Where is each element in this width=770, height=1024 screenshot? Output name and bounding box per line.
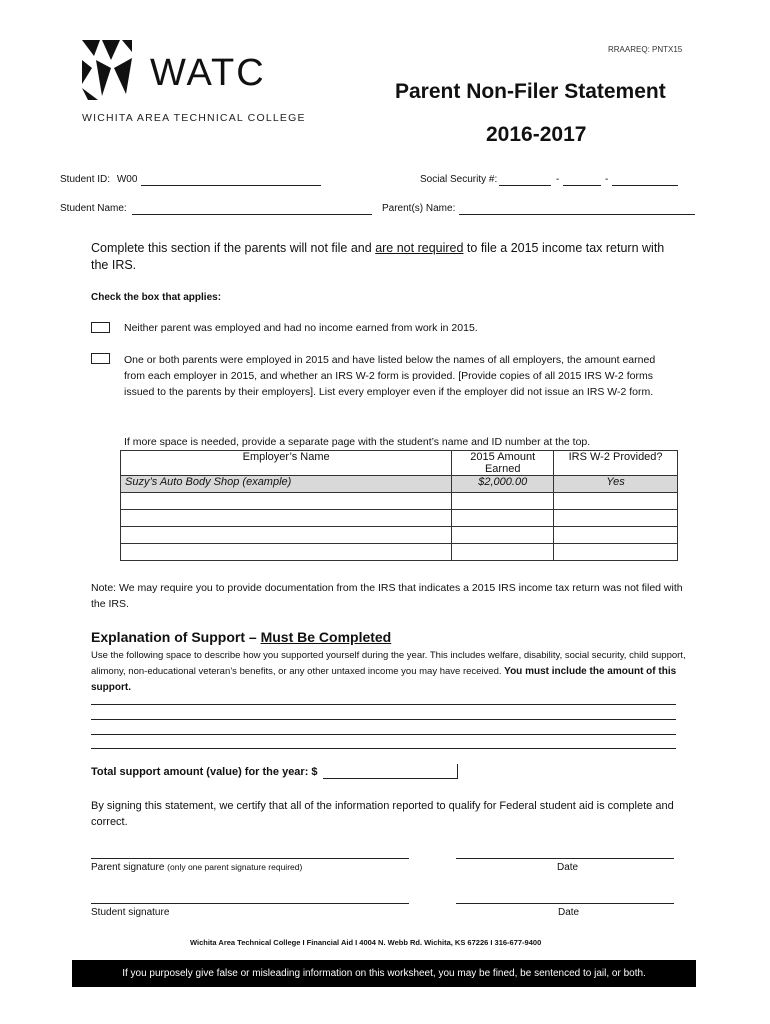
support-line-1[interactable] bbox=[91, 704, 676, 705]
ssn-line-1[interactable] bbox=[499, 185, 551, 186]
table-row[interactable] bbox=[121, 493, 678, 510]
table-header-row bbox=[121, 451, 678, 476]
example-amount: $2,000.00 bbox=[452, 476, 554, 493]
col-amount-earned: 2015 Amount Earned bbox=[452, 451, 554, 476]
logo-text: WATC bbox=[150, 52, 266, 94]
employer-table bbox=[120, 450, 678, 561]
parent-date-line[interactable] bbox=[456, 858, 674, 859]
more-space-note: If more space is needed, provide a separate page with the student’s name and ID number at the top. bbox=[124, 436, 591, 448]
student-id-field[interactable] bbox=[60, 174, 137, 185]
total-support-label: Total support amount (value) for the year: $ bbox=[91, 766, 318, 778]
intro-underlined: are not required bbox=[375, 241, 464, 255]
support-line-2[interactable] bbox=[91, 719, 676, 720]
student-signature-line[interactable] bbox=[91, 903, 409, 904]
check-heading: Check the box that applies: bbox=[91, 292, 222, 303]
support-required-note: You must include the amount of this support. bbox=[91, 666, 677, 693]
option-1-text: Neither parent was employed and had no income earned from work in 2015. bbox=[124, 322, 478, 334]
student-signature-label: Student signature bbox=[91, 907, 170, 918]
option-2-checkbox[interactable] bbox=[91, 353, 110, 364]
fraud-warning-banner: If you purposely give false or misleading information on this worksheet, you may be fined, be sentenced to jail, or both. bbox=[72, 960, 696, 987]
table-row[interactable] bbox=[121, 510, 678, 527]
ssn-line-2[interactable] bbox=[563, 185, 601, 186]
support-section-title: Explanation of Support – Must Be Completed bbox=[91, 629, 392, 645]
student-date-label: Date bbox=[558, 907, 580, 918]
table-row[interactable] bbox=[121, 544, 678, 561]
student-id-line bbox=[141, 185, 321, 186]
footer-address: Wichita Area Technical College I Financial Aid I 4004 N. Webb Rd. Wichita, KS 67226 I 316-677-9400 bbox=[190, 938, 542, 947]
col-employer-name: Employer’s Name bbox=[121, 451, 452, 476]
parent-signature-label: Parent signature (only one parent signature required) bbox=[91, 862, 303, 873]
support-line-3[interactable] bbox=[91, 734, 676, 735]
example-w2: Yes bbox=[554, 476, 678, 493]
ssn-label: Social Security #: bbox=[420, 174, 498, 185]
option-1-checkbox[interactable] bbox=[91, 322, 110, 333]
student-name-label: Student Name: bbox=[60, 203, 127, 214]
intro-paragraph: Complete this section if the parents will not file and are not required to file a 2015 income tax return with the IRS. bbox=[91, 241, 665, 272]
logo-subtitle: WICHITA AREA TECHNICAL COLLEGE bbox=[82, 112, 306, 124]
parent-date-label: Date bbox=[557, 862, 579, 873]
support-description: Use the following space to describe how you supported yourself during the year. This includes welfare, disability, social security, child support, alimony, non-educational veteran’s benefits, or any other untaxed income you may have received. You must include the amount of this support. bbox=[91, 650, 686, 693]
parents-name-label: Parent(s) Name: bbox=[382, 203, 456, 214]
ssn-line-3[interactable] bbox=[612, 185, 678, 186]
award-year: 2016-2017 bbox=[486, 123, 587, 146]
col-w2-provided: IRS W-2 Provided? bbox=[554, 451, 678, 476]
option-2-text: One or both parents were employed in 2015 and have listed below the names of all employers, the amount earned from each employer in 2015, and whether an IRS W-2 form is provided. [Provide copies of all 2015 IRS W-2 forms issued to the parents by their employers]. List every employer even if the employer did not issue an IRS W-2 form. bbox=[124, 354, 656, 398]
ssn-separator: - bbox=[556, 174, 560, 185]
student-date-line[interactable] bbox=[456, 903, 674, 904]
student-id-value: W00 bbox=[116, 174, 138, 185]
table-row bbox=[121, 476, 678, 493]
student-id-label: Student ID: bbox=[60, 174, 111, 185]
irs-note: Note: We may require you to provide documentation from the IRS that indicates a 2015 IRS income tax return was not filed with the IRS. bbox=[91, 582, 683, 610]
parent-signature-line[interactable] bbox=[91, 858, 409, 859]
certification-text: By signing this statement, we certify that all of the information reported to qualify for Federal student aid is complete and correct. bbox=[91, 800, 674, 828]
table-row[interactable] bbox=[121, 527, 678, 544]
page-title: Parent Non-Filer Statement bbox=[395, 80, 666, 103]
example-employer: Suzy’s Auto Body Shop (example) bbox=[121, 476, 452, 493]
watc-logo-icon bbox=[80, 38, 320, 108]
student-name-line[interactable] bbox=[132, 214, 372, 215]
ssn-separator: - bbox=[605, 174, 609, 185]
support-line-4[interactable] bbox=[91, 748, 676, 749]
form-code: RRAAREQ: PNTX15 bbox=[608, 45, 683, 54]
total-support-input[interactable] bbox=[323, 764, 458, 779]
parents-name-line[interactable] bbox=[459, 214, 695, 215]
